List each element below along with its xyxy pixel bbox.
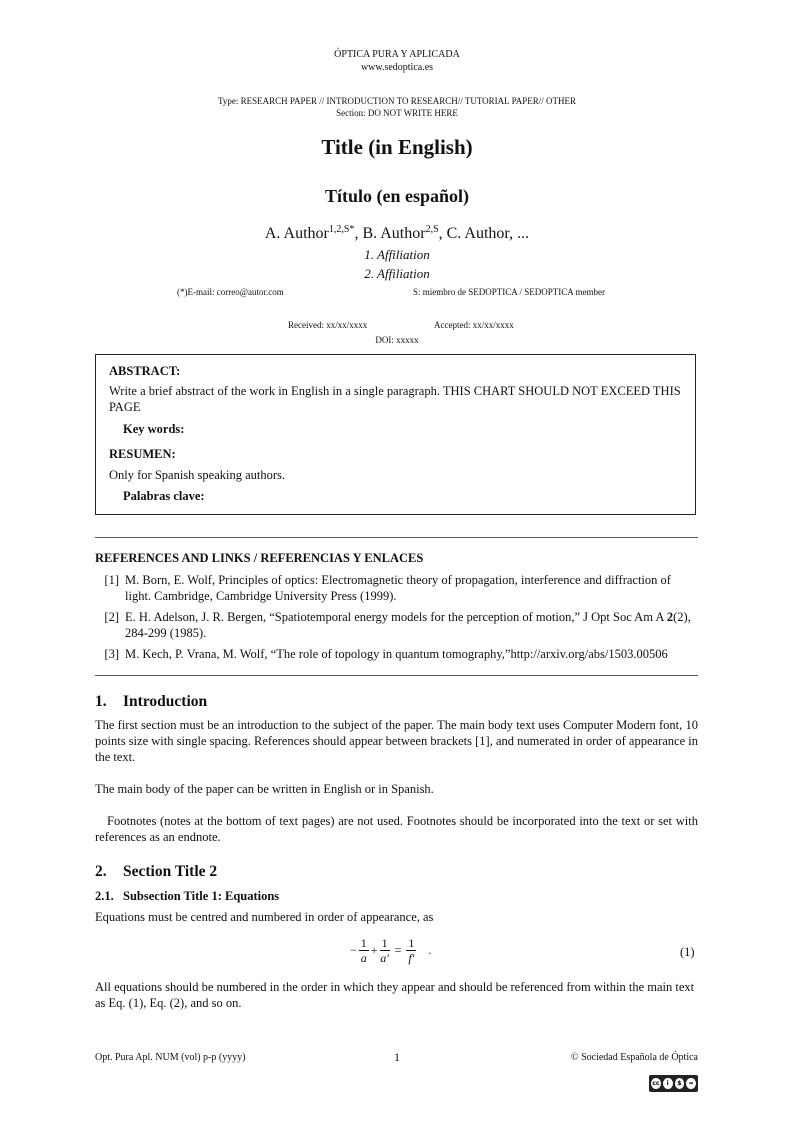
reference-item: [95, 646, 698, 662]
author-list: [0, 224, 794, 244]
author-b: , B. Author: [354, 225, 426, 242]
paragraph: The first section must be an introduction to the subject of the paper. The main body text uses Computer Modern font, 10 points size with single spacing. References should appear between brackets [1], and numerated in order of appearance in the text.: [95, 718, 698, 764]
abstract-box: [95, 354, 696, 515]
references: [95, 550, 698, 667]
reference-item: [95, 609, 698, 641]
affiliation-1: 1. Affiliation: [364, 247, 430, 262]
member-note: S: miembro de SEDOPTICA / SEDOPTICA member: [413, 287, 605, 297]
equation-number: (1): [680, 945, 695, 959]
cc-license-badge[interactable]: [649, 1075, 698, 1092]
abstract-label: ABSTRACT:: [109, 364, 181, 378]
cc-icon: cc: [652, 1080, 660, 1087]
abstract-text: Write a brief abstract of the work in English in a single paragraph. THIS CHART SHOULD NOT EXCEED THIS PAGE: [109, 384, 681, 414]
paragraph: Equations must be centred and numbered in order of appearance, as: [95, 910, 434, 924]
footer-copyright: © Sociedad Española de Óptica: [570, 1052, 698, 1063]
divider: [95, 675, 698, 676]
resumen-text: Only for Spanish speaking authors.: [109, 468, 286, 482]
paragraph: Footnotes (notes at the bottom of text pages) are not used. Footnotes should be incorporated into the text or set with references as an endnote.: [95, 814, 698, 844]
reference-text: E. H. Adelson, J. R. Bergen, “Spatiotemporal energy models for the perception of motion,” J Opt Soc Am A 2(2), 284-299 (1985).: [125, 610, 691, 640]
paper-type: Type: RESEARCH PAPER // INTRODUCTION TO RESEARCH// TUTORIAL PAPER// OTHER: [218, 96, 576, 106]
references-heading: REFERENCES AND LINKS / REFERENCIAS Y ENLACES: [95, 551, 424, 565]
equation: − $\frac{1}{a}$ + $\frac{1}{a'}$ = $\frac{1}{f'}$ .: [350, 936, 432, 965]
reference-number: [2]: [104, 610, 119, 624]
reference-text: M. Kech, P. Vrana, M. Wolf, “The role of topology in quantum tomography,”http://arxiv.org/abs/1503.00506: [125, 647, 668, 661]
reference-item: [95, 572, 698, 604]
nc-icon: $: [675, 1078, 685, 1089]
journal-name: ÓPTICA PURA Y APLICADA: [334, 49, 460, 60]
received-date: Received: xx/xx/xxxx: [288, 320, 368, 330]
section-heading-2: 2. Section Title 2: [95, 863, 218, 880]
author-b-affil: 2,S: [425, 224, 439, 235]
paragraph: All equations should be numbered in the order in which they appear and should be referenced from within the main text as Eq. (1), Eq. (2), and so on.: [95, 980, 695, 1010]
doi: DOI: xxxxx: [375, 335, 419, 345]
resumen-label: RESUMEN:: [109, 447, 176, 461]
page-number: 1: [394, 1050, 400, 1064]
reference-number: [1]: [104, 573, 119, 587]
accepted-date: Accepted: xx/xx/xxxx: [434, 320, 514, 330]
page-subtitle: Título (en español): [324, 186, 470, 206]
author-rest: , C. Author, ...: [438, 225, 530, 242]
page-title: Title (in English): [321, 135, 473, 159]
contact-email: (*)E-mail: correo@autor.com: [177, 287, 284, 297]
reference-text: M. Born, E. Wolf, Principles of optics: Electromagnetic theory of propagation, interference and diffraction of light. Cambridge, Cambridge University Press (1999).: [125, 573, 671, 603]
reference-number: [3]: [104, 647, 119, 661]
by-icon: i: [663, 1078, 673, 1089]
divider: [95, 537, 698, 538]
section-1-body: [95, 717, 698, 845]
section-heading-1: 1. Introduction: [95, 693, 208, 710]
palabras-clave-label: Palabras clave:: [123, 489, 205, 503]
paragraph: The main body of the paper can be written in English or in Spanish.: [95, 782, 434, 796]
footer-citation: Opt. Pura Apl. NUM (vol) p-p (yyyy): [95, 1052, 246, 1063]
affiliation-2: 2. Affiliation: [364, 266, 430, 281]
nd-icon: =: [686, 1078, 696, 1089]
author-a-affil: 1,2,S*: [328, 224, 355, 235]
keywords-label: Key words:: [123, 422, 185, 436]
journal-url: www.sedoptica.es: [360, 62, 434, 73]
subsection-heading: 2.1. Subsection Title 1: Equations: [95, 889, 280, 903]
section-note: Section: DO NOT WRITE HERE: [336, 108, 458, 118]
author-a: A. Author: [264, 225, 329, 242]
